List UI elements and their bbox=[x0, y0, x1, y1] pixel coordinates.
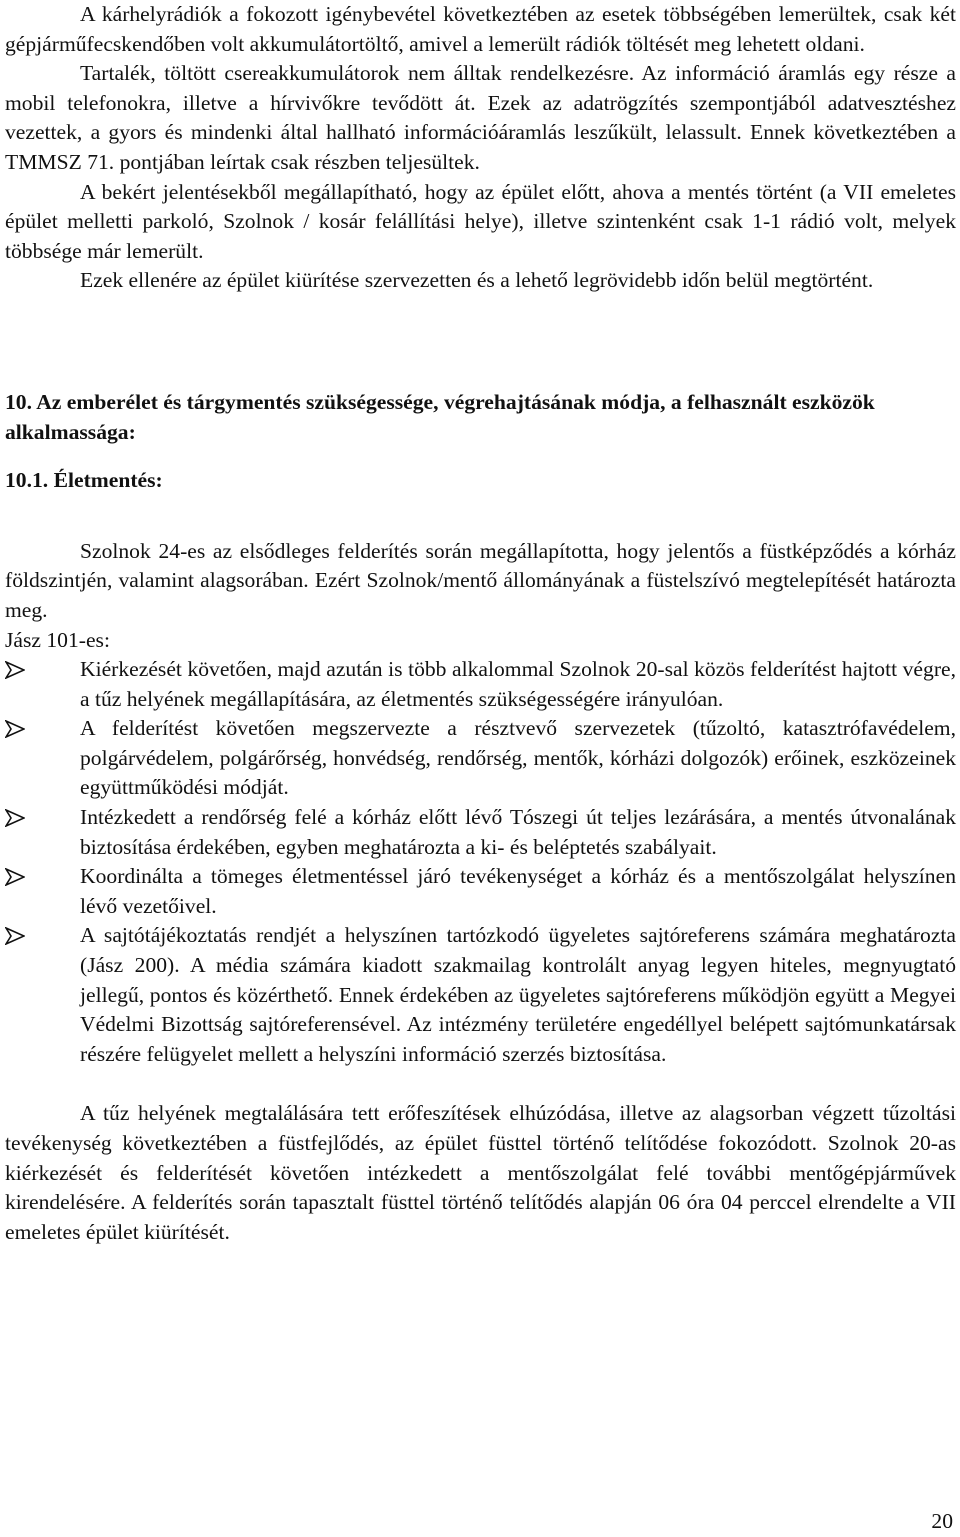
section-heading: 10. Az emberélet és tárgymentés szükségessége, végrehajtásának módja, a felhasznált eszközök alkalmassága: bbox=[5, 389, 875, 444]
list-item bbox=[5, 714, 956, 803]
list-item-text: A sajtótájékoztatás rendjét a helyszínen tartózkodó ügyeletes sajtóreferens számára meghatározta (Jász 200). A média számára kiadott szakmailag kontrolált anyag legyen hiteles, megnyugtató jellegű, pontos és közérthető. Ennek érdekében az ügyeletes sajtóreferens működjön együtt a Megyei Védelmi Bizottság sajtóreferensével. Az intézmény területére engedéllyel belépett sajtómunkatársak részére felügyelet mellett a helyszíni információ szerzés biztosítása. bbox=[80, 923, 956, 1066]
arrowhead-bullet-icon bbox=[5, 661, 25, 679]
document-page bbox=[5, 0, 956, 1247]
arrowhead-bullet-icon bbox=[5, 927, 25, 945]
list-item bbox=[5, 655, 956, 714]
paragraph-reserve-batteries: Tartalék, töltött csereakkumulátorok nem álltak rendelkezésre. Az információ áramlás egy része a mobil telefonokra, illetve a hírvivőkre tevődött át. Ezek az adatrögzítés szempontjából adatvesztéshez vezettek, a gyors és mindenki által hallható információáramlás leszűkült, lelassult. Ennek következtében a TMMSZ 71. pontjában leírtak csak részben teljesültek. bbox=[5, 61, 956, 174]
action-list bbox=[5, 655, 956, 1069]
subsection-heading: 10.1. Életmentés: bbox=[5, 468, 163, 493]
list-item-text: A felderítést követően megszervezte a résztvevő szervezetek (tűzoltó, katasztrófavédelem, polgárvédelem, polgárőrség, honvédség, rendőrség, mentők, kórházi dolgozók) erőinek, eszközeinek együttműködési módját. bbox=[80, 716, 956, 800]
list-item-text: Kiérkezését követően, majd azután is több alkalommal Szolnok 20-sal közös felderítést hajtott végre, a tűz helyének megállapítására, az életmentés szükségességére irányulóan. bbox=[80, 657, 956, 711]
arrowhead-bullet-icon bbox=[5, 868, 25, 886]
arrowhead-bullet-icon bbox=[5, 720, 25, 738]
list-item bbox=[5, 803, 956, 862]
paragraph-final: A tűz helyének megtalálására tett erőfeszítések elhúzódása, illetve az alagsorban végzett tűzoltási tevékenység következtében a füstfejlődés, az épület füsttel történő telítődése fokozódott. Szolnok 20-as kiérkezését és felderítését követően intézkedett a mentőszolgálat felé további mentőgépjárművek kirendelésére. A felderítés során tapasztalt füsttel történő telítődés alapján 06 óra 04 perccel elrendelte a VII emeletes épület kiürítését. bbox=[5, 1101, 956, 1244]
list-item-text: Intézkedett a rendőrség felé a kórház előtt lévő Tószegi út teljes lezárására, a mentés útvonalának biztosítása érdekében, egyben meghatározta a ki- és beléptetés szabályait. bbox=[80, 805, 956, 859]
arrowhead-bullet-icon bbox=[5, 809, 25, 827]
page-number: 20 bbox=[931, 1509, 953, 1533]
paragraph-szolnok: Szolnok 24-es az elsődleges felderítés során megállapította, hogy jelentős a füstképződés a kórház földszintjén, valamint alagsorában. Ezért Szolnok/mentő állományának a füstelszívó megtelepítését határozta meg. bbox=[5, 538, 956, 622]
paragraph-reports: A bekért jelentésekből megállapítható, hogy az épület előtt, ahova a mentés történt (a VII emeletes épület melletti parkoló, Szolnok / kosár felállítási helye), illetve szintenként csak 1-1 rádió volt, melyek többsége már lemerült. bbox=[5, 179, 956, 263]
list-item-text: Koordinálta a tömeges életmentéssel járó tevékenységet a kórház és a mentőszolgálat helyszínen lévő vezetőivel. bbox=[80, 864, 956, 918]
list-item bbox=[5, 862, 956, 921]
paragraph-evacuation: Ezek ellenére az épület kiürítése szervezetten és a lehető legrövidebb időn belül megtörtént. bbox=[80, 268, 874, 293]
paragraph-radio-batteries: A kárhelyrádiók a fokozott igénybevétel következtében az esetek többségében lemerültek, csak két gépjárműfecskendőben volt akkumulátortöltő, amivel a lemerült rádiók töltését meg lehetett oldani. bbox=[5, 2, 956, 56]
list-item bbox=[5, 921, 956, 1069]
jasz-label: Jász 101-es: bbox=[5, 627, 110, 652]
